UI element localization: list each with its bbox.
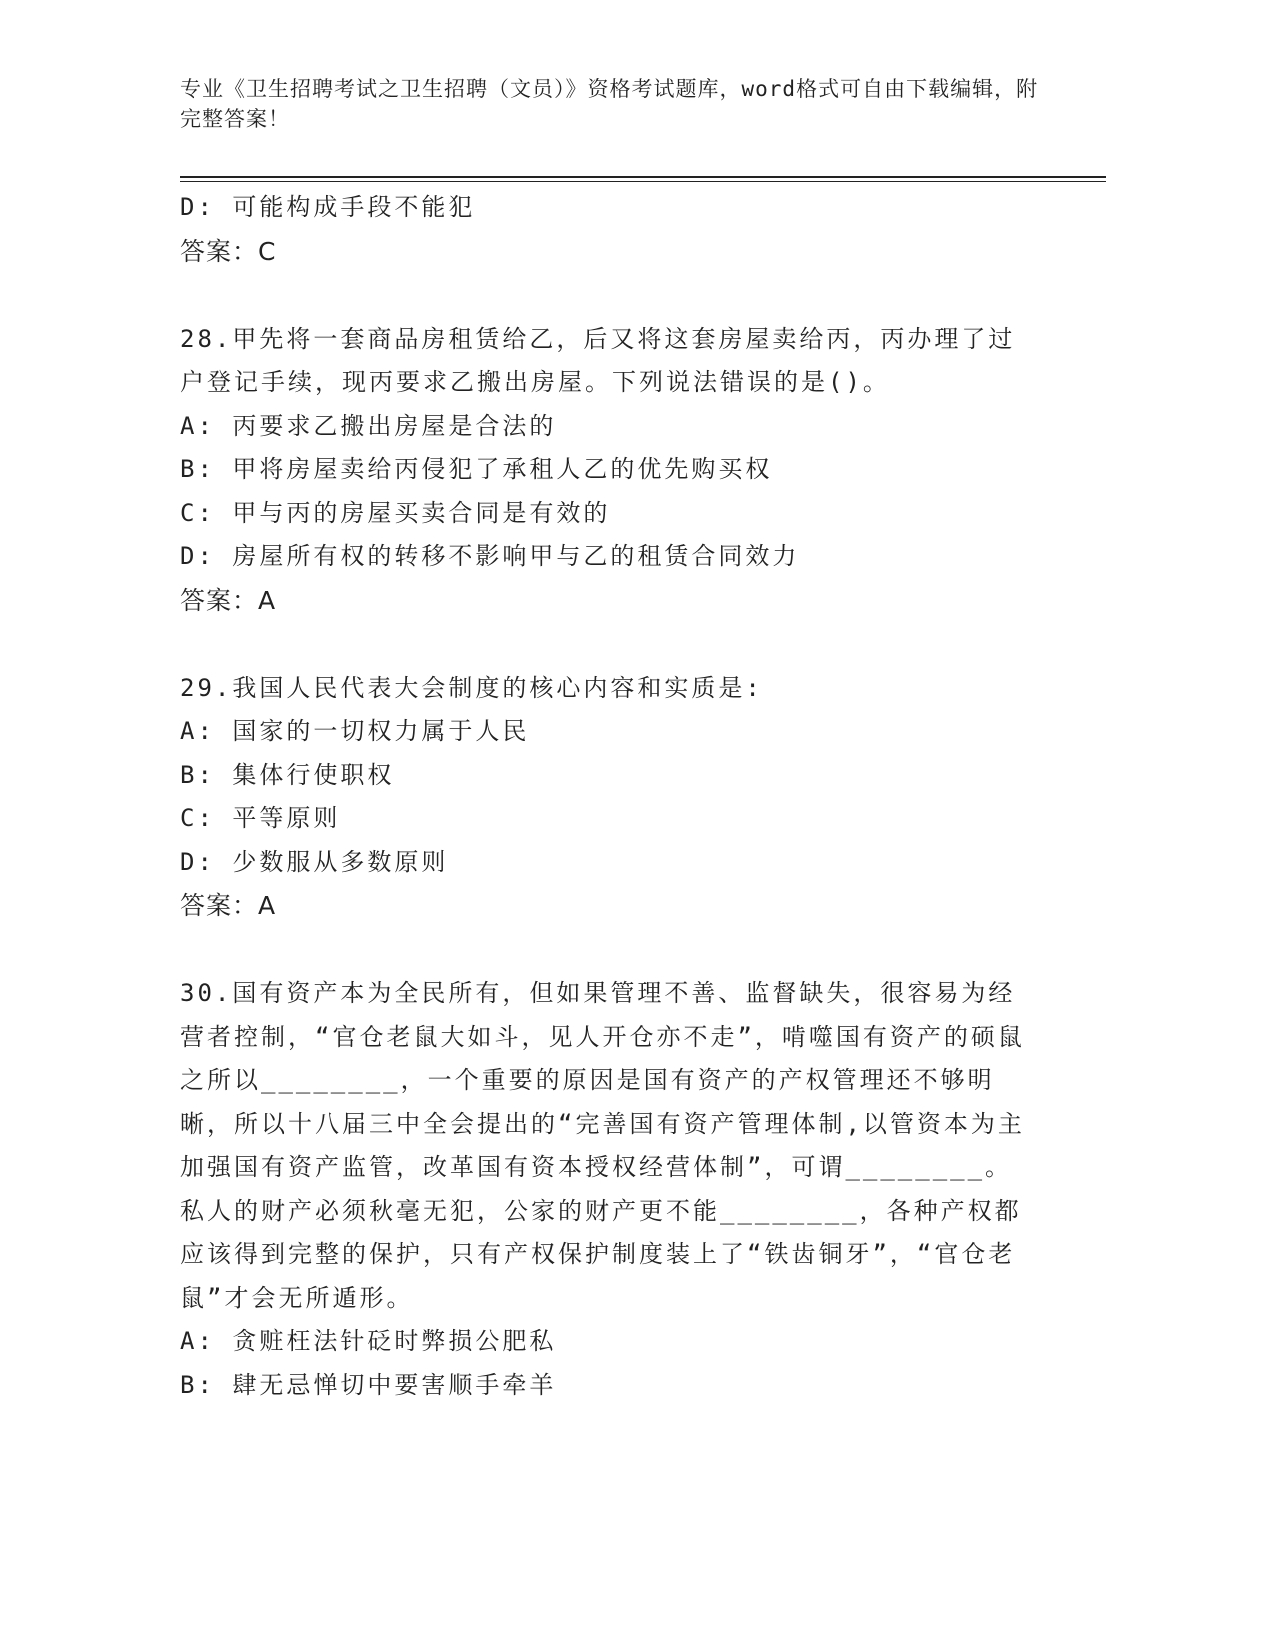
option-a: A: 贪赃枉法针砭时弊损公肥私	[180, 1327, 557, 1355]
question-30	[180, 972, 1030, 1407]
option-c: C: 甲与丙的房屋买卖合同是有效的	[180, 498, 611, 527]
answer: 答案：A	[180, 585, 277, 615]
question-stem: 30.国有资产本为全民所有，但如果管理不善、监督缺失，很容易为经营者控制，“官仓老鼠大如斗，见人开仓亦不走”，啃噬国有资产的硕鼠之所以________，一个重要的原因是国有资产的产权管理还不够明晰，所以十八届三中全会提出的“完善国有资产管理体制,以管资本为主加强国有资产监管，改革国有资本授权经营体制”，可谓________。私人的财产必须秋毫无犯，公家的财产更不能________，各种产权都应该得到完整的保护，只有产权保护制度装上了“铁齿铜牙”，“官仓老鼠”才会无所遁形。	[180, 979, 1025, 1312]
spacer	[180, 928, 1030, 972]
option-b: B: 甲将房屋卖给丙侵犯了承租人乙的优先购买权	[180, 455, 773, 483]
header-note: 专业《卫生招聘考试之卫生招聘（文员）》资格考试题库，word格式可自由下载编辑，附完整答案！	[180, 77, 1039, 131]
spacer	[180, 623, 1030, 667]
carryover-answer: 答案：C	[180, 236, 277, 266]
option-d: D: 房屋所有权的转移不影响甲与乙的租赁合同效力	[180, 542, 800, 570]
spacer	[180, 274, 1030, 318]
carryover-option-d: D: 可能构成手段不能犯	[180, 193, 476, 221]
question-stem: 28.甲先将一套商品房租赁给乙，后又将这套房屋卖给丙，丙办理了过户登记手续，现丙要求乙搬出房屋。下列说法错误的是()。	[180, 324, 1016, 396]
option-b: B: 肆无忌惮切中要害顺手牵羊	[180, 1370, 557, 1399]
header-rule-thick	[180, 176, 1106, 178]
option-b: B: 集体行使职权	[180, 760, 395, 789]
question-29	[180, 667, 1030, 929]
header-rule-thin	[180, 181, 1106, 182]
answer: 答案：A	[180, 891, 277, 920]
question-stem: 29.我国人民代表大会制度的核心内容和实质是:	[180, 673, 763, 702]
question-content	[180, 186, 1030, 1407]
option-d: D: 少数服从多数原则	[180, 847, 449, 876]
option-a: A: 国家的一切权力属于人民	[180, 717, 530, 745]
option-c: C: 平等原则	[180, 804, 341, 832]
question-28	[180, 318, 1030, 623]
option-a: A: 丙要求乙搬出房屋是合法的	[180, 411, 557, 440]
